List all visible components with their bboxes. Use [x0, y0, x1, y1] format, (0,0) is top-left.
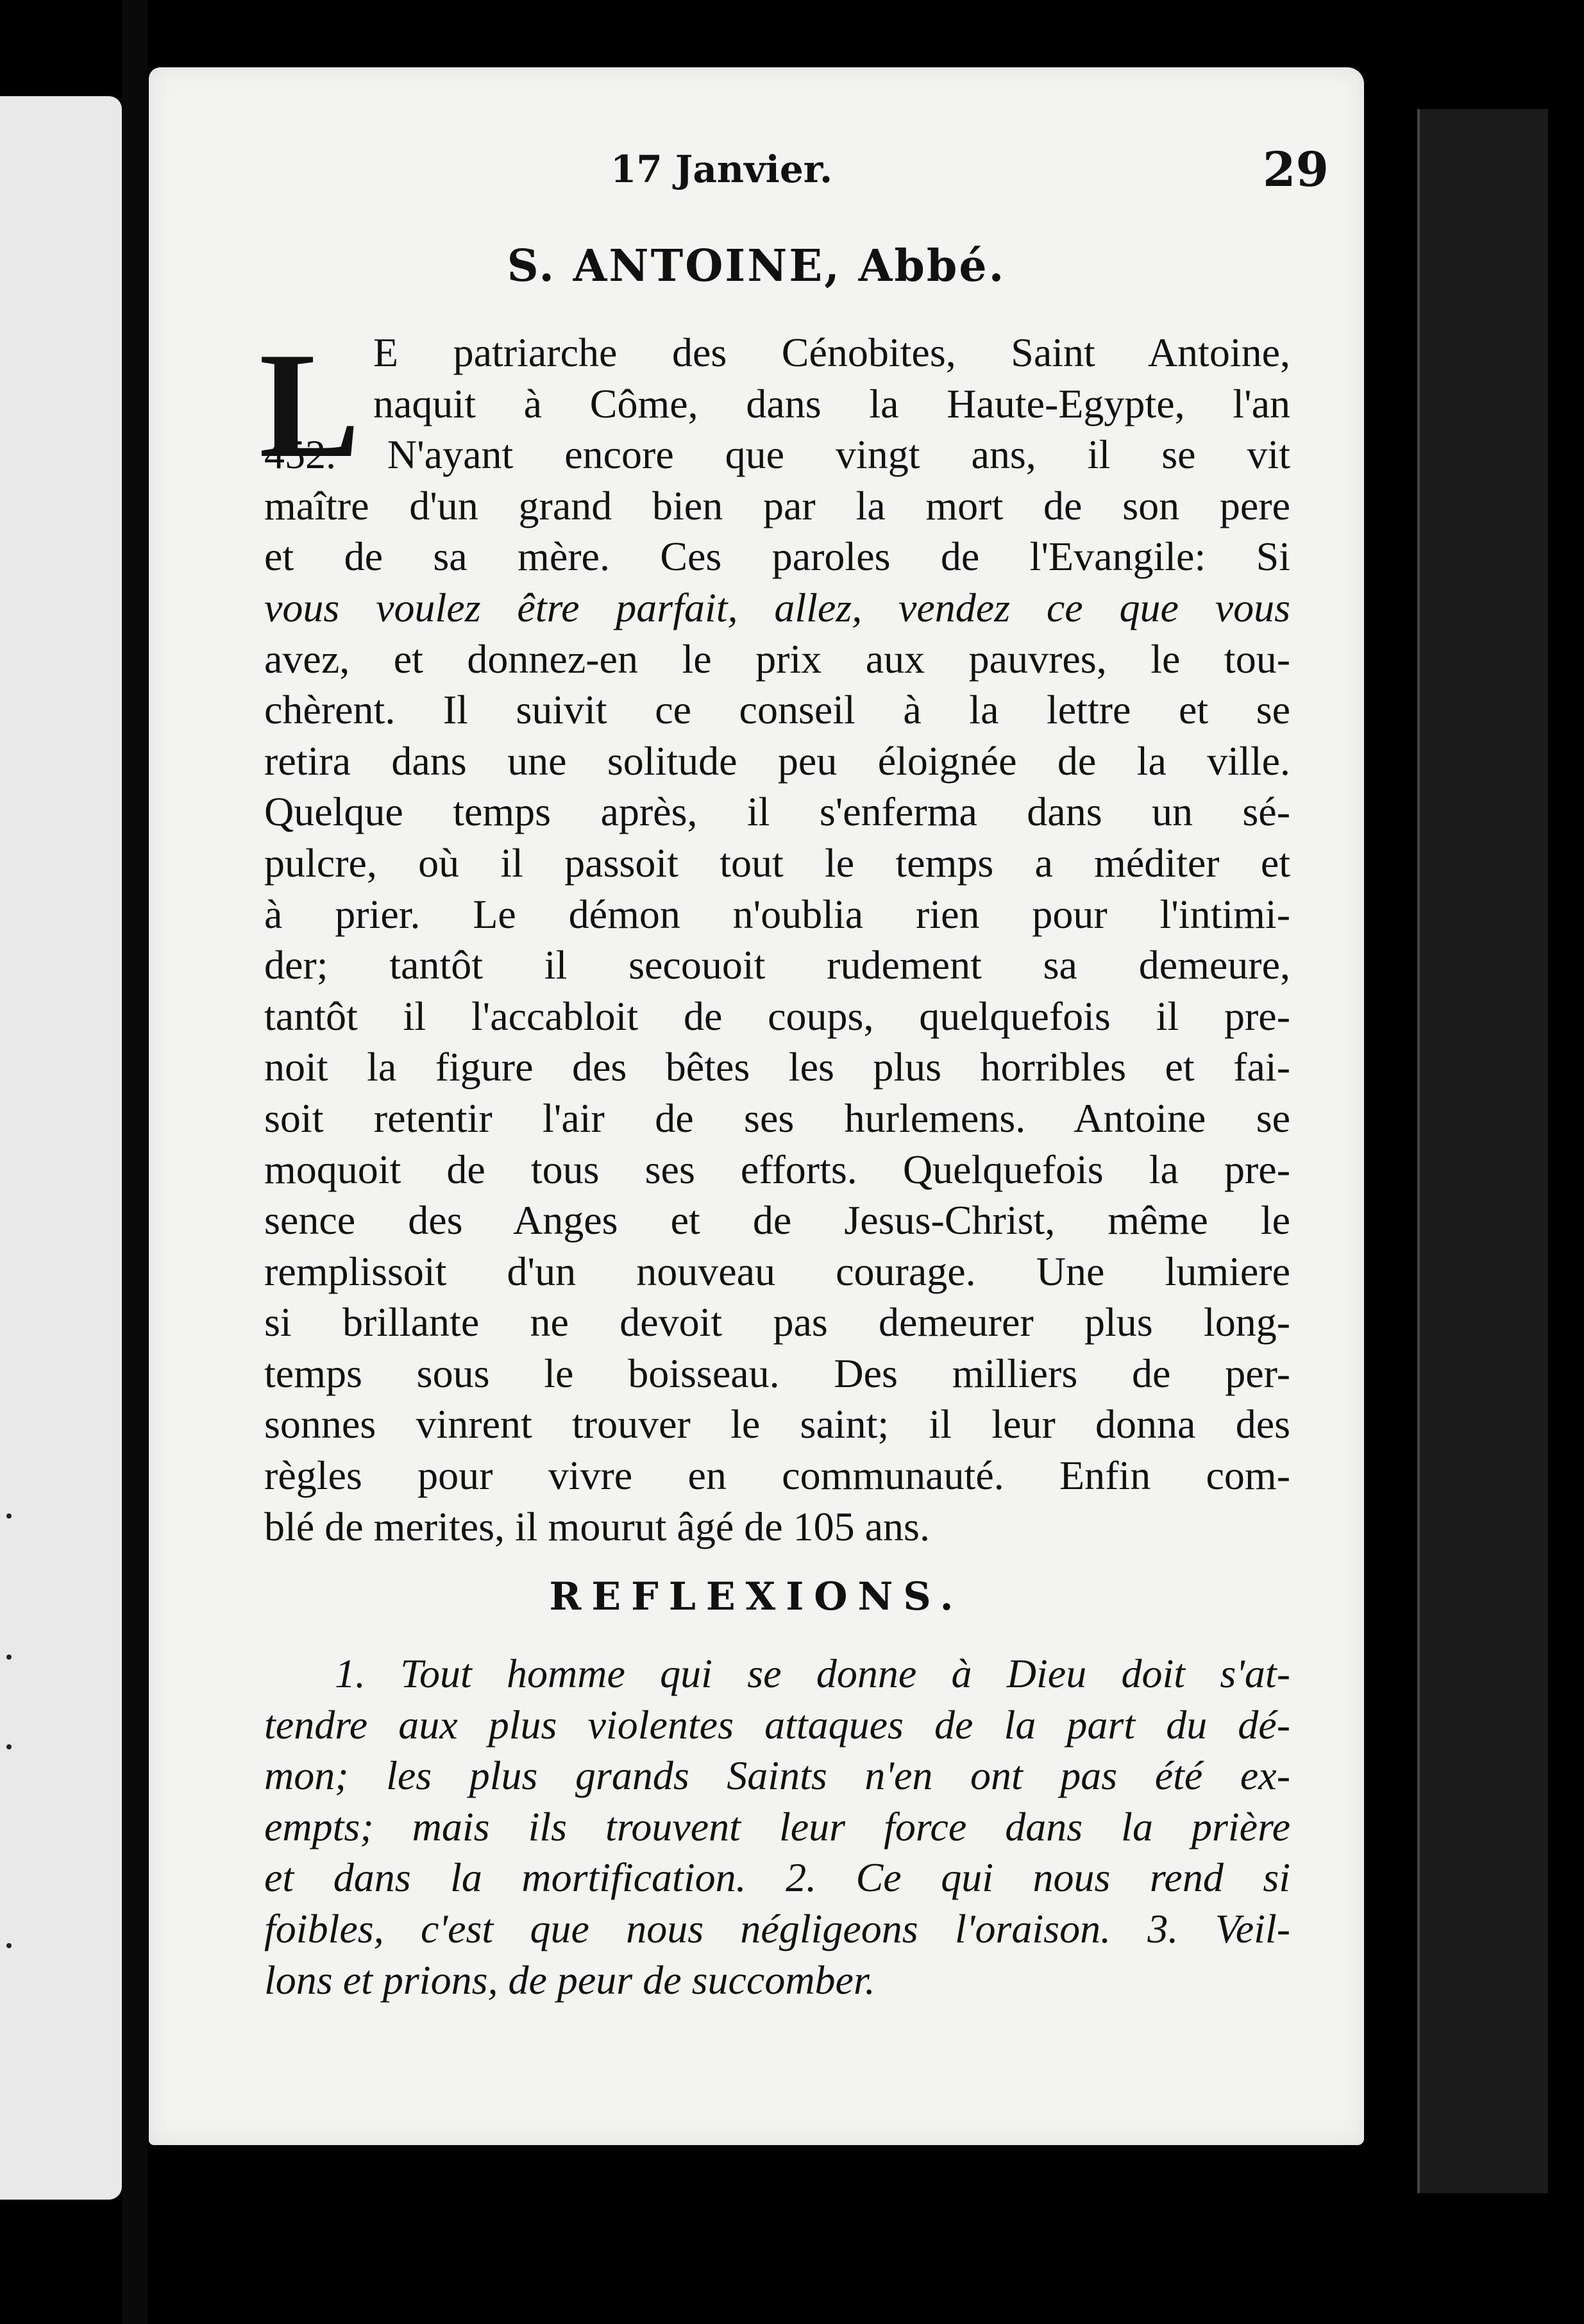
text-line: 1. Tout homme qui se donne à Dieu doit s'at- — [335, 1651, 1290, 1696]
text-line: sence des Anges et de Jesus-Christ, même le — [264, 1197, 1290, 1243]
facing-page-mark — [6, 1513, 12, 1519]
running-head — [149, 142, 1364, 205]
text-line: maître d'un grand bien par la mort de son pere — [264, 482, 1290, 528]
text-line: règles pour vivre en communauté. Enfin com- — [264, 1453, 1290, 1499]
text-line: Quelque temps après, il s'enferma dans un sé- — [264, 789, 1290, 835]
text-line: si brillante ne devoit pas demeurer plus long- — [264, 1299, 1290, 1345]
text-line: 452. N'ayant encore que vingt ans, il se vit — [264, 432, 1290, 478]
text-line: et dans la mortification. 2. Ce qui nous rend si — [264, 1855, 1290, 1901]
text-line: blé de merites, il mourut âgé de 105 ans. — [264, 1503, 930, 1549]
facing-page-mark — [6, 1655, 12, 1660]
text-line: soit retentir l'air de ses hurlemens. Antoine se — [264, 1095, 1290, 1141]
text-line: pulcre, où il passoit tout le temps a méditer et — [264, 839, 1290, 886]
reflexions-heading: REFLEXIONS. — [549, 1574, 964, 1619]
book-page — [149, 67, 1364, 2145]
text-line: à prier. Le démon n'oublia rien pour l'intimi- — [264, 891, 1290, 937]
page-date: 17 Janvier. — [611, 147, 833, 191]
text-line: retira dans une solitude peu éloignée de la ville. — [264, 737, 1290, 784]
text-line: der; tantôt il secouoit rudement sa demeure, — [264, 942, 1290, 988]
text-line: remplissoit d'un nouveau courage. Une lumiere — [264, 1248, 1290, 1294]
text-line: et de sa mère. Ces paroles de l'Evangile: Si — [264, 534, 1290, 580]
facing-page-mark — [6, 1943, 12, 1948]
text-line: moquoit de tous ses efforts. Quelquefois la pre- — [264, 1146, 1290, 1192]
text-line: lons et prions, de peur de succomber. — [264, 1957, 875, 2003]
chapter-title: S. ANTOINE, Abbé. — [507, 240, 1006, 292]
text-line: noit la figure des bêtes les plus horribles et fai- — [264, 1044, 1290, 1090]
facing-page-edge — [0, 96, 122, 2200]
main-text — [264, 327, 1290, 1552]
drop-cap: L — [259, 322, 360, 489]
reflexions-text — [264, 1648, 1290, 2005]
text-line: foibles, c'est que nous négligeons l'oraison. 3. Veil- — [264, 1905, 1290, 1951]
text-line: naquit à Côme, dans la Haute-Egypte, l'an — [373, 380, 1290, 426]
text-line: sonnes vinrent trouver le saint; il leur donna des — [264, 1401, 1290, 1447]
text-line: tantôt il l'accabloit de coups, quelquefois il pre- — [264, 993, 1290, 1039]
text-line: mon; les plus grands Saints n'en ont pas été ex- — [264, 1753, 1290, 1799]
text-line: E patriarche des Cénobites, Saint Antoine, — [373, 330, 1290, 375]
text-line: avez, et donnez-en le prix aux pauvres, le tou- — [264, 636, 1290, 682]
text-line: vous voulez être parfait, allez, vendez ce que vous — [264, 584, 1290, 630]
text-line: tendre aux plus violentes attaques de la part du dé- — [264, 1701, 1290, 1747]
page-stack-edge — [1417, 109, 1548, 2193]
text-line: chèrent. Il suivit ce conseil à la lettre et se — [264, 687, 1290, 733]
text-line: empts; mais ils trouvent leur force dans la prière — [264, 1803, 1290, 1849]
facing-page-mark — [6, 1744, 12, 1749]
book-gutter — [122, 0, 147, 2324]
page-number: 29 — [1263, 142, 1329, 198]
text-line: temps sous le boisseau. Des milliers de per- — [264, 1350, 1290, 1396]
